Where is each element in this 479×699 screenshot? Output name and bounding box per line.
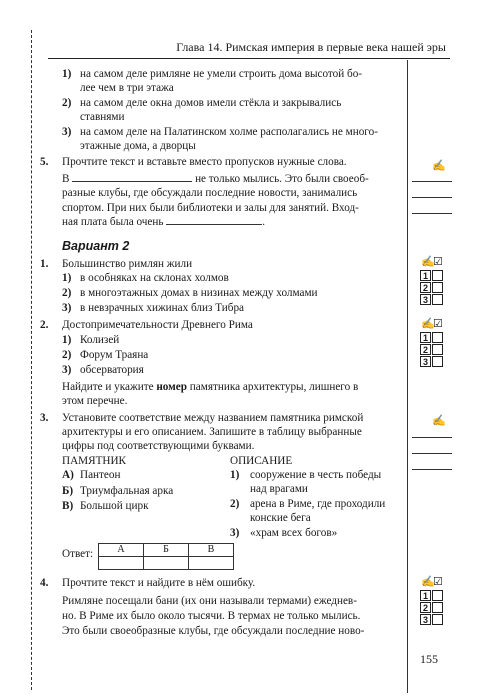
task-text: этом перечне. (62, 395, 128, 407)
check-icon: ☑ (433, 256, 443, 268)
answer-header: Б (144, 544, 189, 557)
pen-icon: ✍ (432, 160, 446, 172)
passage-line: Это были своеобразные клубы, где обсуждали последние ново- (62, 625, 365, 637)
option-text: обсерватория (80, 364, 144, 376)
option-number: 3) (62, 302, 72, 314)
option-text: лее чем в три этажа (80, 82, 174, 94)
pen-icon: ✍ (421, 318, 435, 330)
question-prompt: Прочтите текст и найдите в нём ошибку. (62, 577, 256, 589)
item-text: «храм всех богов» (250, 527, 338, 539)
grid-cell[interactable] (432, 332, 443, 343)
option-text: Колизей (80, 334, 120, 346)
page-number: 155 (420, 652, 438, 666)
option-text: на самом деле окна домов имели стёкла и закрывались (80, 97, 342, 109)
column-heading-monument: ПАМЯТНИК (62, 455, 127, 467)
option-number: 2) (62, 349, 72, 361)
item-number: 3) (230, 527, 240, 539)
grid-cell[interactable] (432, 344, 443, 355)
grid-cell[interactable] (432, 614, 443, 625)
check-icon: ☑ (433, 576, 443, 588)
passage-line: спортом. При них были библиотеки и залы для занятий. Вход- (62, 202, 359, 214)
question-number: 2. (40, 319, 49, 331)
item-letter: В) (62, 500, 74, 512)
task-text (62, 380, 358, 394)
question-number: 1. (40, 258, 49, 270)
grid-cell[interactable] (432, 356, 443, 367)
grid-label: 3 (420, 614, 431, 625)
grid-label: 2 (420, 344, 431, 355)
option-number: 1) (62, 68, 72, 80)
grid-label: 1 (420, 332, 431, 343)
question-prompt: архитектуры и его описанием. Запишите в таблицу выбранные (62, 426, 362, 438)
item-letter: А) (62, 469, 74, 481)
grid-label: 2 (420, 282, 431, 293)
question-number: 4. (40, 577, 49, 589)
option-text: на самом деле римляне не умели строить дома высотой бо- (80, 68, 363, 80)
text-fragment: В (62, 173, 70, 185)
answer-line[interactable] (412, 437, 452, 438)
item-letter: Б) (62, 485, 74, 497)
question-prompt: цифры под соответствующими буквами. (62, 440, 255, 452)
grid-cell[interactable] (432, 282, 443, 293)
option-text: Форум Траяна (80, 349, 149, 361)
option-text: в многоэтажных домах в низинах между холмами (80, 287, 318, 299)
option-number: 1) (62, 272, 72, 284)
item-text: над врагами (250, 483, 308, 495)
passage-line: Римляне посещали бани (их они называли термами) ежеднев- (62, 595, 357, 607)
item-text: арена в Риме, где проходили (250, 498, 386, 510)
text-fragment: не только мылись. Это были своеоб- (195, 173, 369, 185)
answer-line[interactable] (412, 197, 452, 198)
option-number: 2) (62, 287, 72, 299)
passage-line: разные клубы, где обсуждали последние новости, занимались (62, 187, 358, 199)
cut-line (31, 30, 32, 690)
margin-divider (407, 60, 408, 693)
option-number: 1) (62, 334, 72, 346)
answer-grid (420, 270, 444, 306)
question-prompt: Прочтите текст и вставьте вместо пропусков нужные слова. (62, 156, 347, 168)
text-fragment: . (262, 216, 266, 228)
grid-label: 1 (420, 590, 431, 601)
answer-line[interactable] (412, 453, 452, 454)
passage-line: но. В Риме их было около тысячи. В термах не только мылись. (62, 610, 361, 622)
item-text: Триумфальная арка (80, 485, 174, 497)
option-text: в невзрачных хижинах близ Тибра (80, 302, 244, 314)
blank-field[interactable] (72, 181, 192, 182)
answer-table (98, 543, 234, 570)
grid-label: 3 (420, 294, 431, 305)
question-prompt: Большинство римлян жили (62, 258, 193, 270)
question-number: 3. (40, 412, 49, 424)
column-heading-description: ОПИСАНИЕ (230, 455, 293, 467)
grid-label: 3 (420, 356, 431, 367)
answer-cell[interactable] (189, 557, 234, 570)
item-text: Пантеон (80, 469, 121, 481)
grid-cell[interactable] (432, 602, 443, 613)
text-fragment: Найдите и укажите (62, 381, 157, 393)
answer-cell[interactable] (144, 557, 189, 570)
blank-field[interactable] (166, 224, 262, 225)
answer-label: Ответ: (62, 548, 94, 560)
page-header: Глава 14. Римская империя в первые века нашей эры (176, 40, 446, 54)
grid-cell[interactable] (432, 270, 443, 281)
question-number: 5. (40, 156, 49, 168)
text-fragment: памятника архитектуры, лишнего в (186, 381, 359, 393)
option-text: ставнями (80, 111, 125, 123)
option-number: 2) (62, 97, 72, 109)
item-number: 2) (230, 498, 240, 510)
pen-icon: ✍ (421, 576, 435, 588)
text-fragment: ная плата была очень (62, 216, 164, 228)
pen-icon: ✍ (432, 415, 446, 427)
fill-in-line (62, 172, 369, 186)
answer-grid (420, 332, 444, 368)
option-number: 3) (62, 364, 72, 376)
answer-line[interactable] (412, 181, 452, 182)
answer-header: А (99, 544, 144, 557)
answer-grid (420, 590, 444, 626)
fill-in-line (62, 215, 265, 229)
item-text: Большой цирк (80, 500, 149, 512)
option-number: 3) (62, 126, 72, 138)
option-text: на самом деле на Палатинском холме располагались не много- (80, 126, 378, 138)
option-text: в особняках на склонах холмов (80, 272, 229, 284)
item-text: сооружение в честь победы (250, 469, 382, 481)
answer-header: В (189, 544, 234, 557)
option-text: этажные дома, а дворцы (80, 140, 196, 152)
grid-cell[interactable] (432, 590, 443, 601)
answer-line[interactable] (412, 213, 452, 214)
item-number: 1) (230, 469, 240, 481)
pen-icon: ✍ (421, 256, 435, 268)
grid-cell[interactable] (432, 294, 443, 305)
emphasis: номер (156, 381, 187, 393)
question-prompt: Установите соответствие между названием памятника римской (62, 412, 364, 424)
answer-line[interactable] (412, 469, 452, 470)
grid-label: 1 (420, 270, 431, 281)
header-divider (48, 58, 450, 59)
answer-cell[interactable] (99, 557, 144, 570)
check-icon: ☑ (433, 318, 443, 330)
item-text: конские бега (250, 512, 311, 524)
variant-title: Вариант 2 (62, 239, 130, 253)
grid-label: 2 (420, 602, 431, 613)
question-prompt: Достопримечательности Древнего Рима (62, 319, 253, 331)
